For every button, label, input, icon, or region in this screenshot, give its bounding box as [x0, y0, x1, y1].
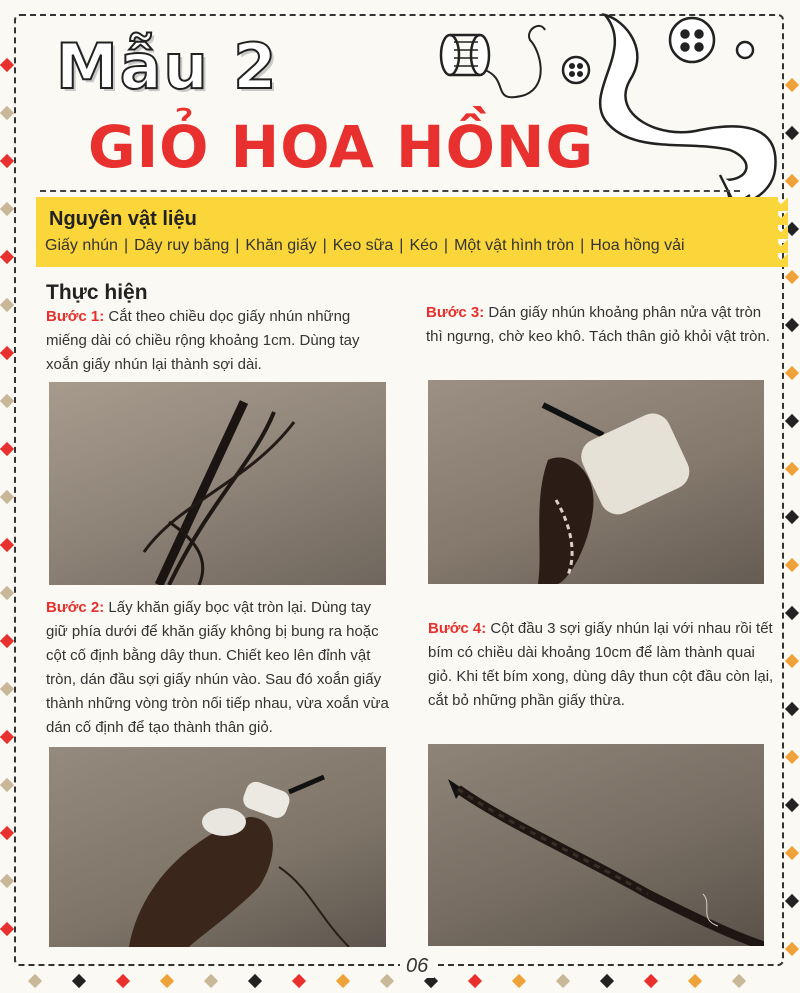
- material-item: Hoa hồng vải: [590, 237, 685, 254]
- diamond-decoration: [248, 974, 262, 988]
- diamond-decoration: [72, 974, 86, 988]
- page-title: Mẫu 2: [56, 30, 279, 103]
- material-item: Dây ruy băng: [134, 237, 230, 254]
- material-item: Khăn giấy: [245, 237, 317, 254]
- diamond-decoration: [0, 106, 14, 120]
- instructions-heading: Thực hiện: [46, 281, 148, 304]
- step-3-photo: [428, 380, 764, 584]
- step-label: Bước 2:: [46, 599, 105, 616]
- diamond-decoration: [512, 974, 526, 988]
- diamond-decoration: [0, 490, 14, 504]
- step-label: Bước 4:: [428, 620, 487, 637]
- diamond-decoration: [785, 414, 799, 428]
- step-3: [426, 301, 778, 349]
- diamond-decoration: [0, 826, 14, 840]
- step-text: Cột đầu 3 sợi giấy nhún lại với nhau rồi tết bím có chiều dài khoảng 10cm để làm thành quai giỏ. Khi tết bím xong, dùng dây thun cột đầu còn lại, cắt bỏ những phần giấy thừa.: [428, 620, 774, 709]
- step-4: [428, 617, 780, 713]
- diamond-decoration: [0, 346, 14, 360]
- button-icon: [563, 18, 753, 83]
- diamond-decoration: [0, 634, 14, 648]
- diamond-decoration: [732, 974, 746, 988]
- materials-list: Giấy nhún | Dây ruy băng | Khăn giấy | Keo sữa | Kéo | Một vật hình tròn | Hoa hồng vải: [45, 237, 685, 254]
- material-item: Kéo: [409, 237, 438, 254]
- diamond-decoration: [160, 974, 174, 988]
- step-text: Cắt theo chiều dọc giấy nhún những miếng dài có chiều rộng khoảng 1cm. Dùng tay xoắn giấy nhún lại thành sợi dài.: [46, 308, 360, 373]
- divider: [40, 190, 740, 192]
- diamond-decoration: [0, 250, 14, 264]
- step-4-photo: [428, 744, 764, 946]
- diamond-decoration: [600, 974, 614, 988]
- diamond-decoration: [785, 798, 799, 812]
- diamond-decoration: [785, 942, 799, 956]
- diamond-decoration: [0, 394, 14, 408]
- diamond-decoration: [0, 538, 14, 552]
- spool-icon: [441, 26, 545, 97]
- step-2: [46, 596, 396, 740]
- project-title: GIỎ HOA HỒNG: [88, 113, 595, 181]
- diamond-decoration: [785, 318, 799, 332]
- step-1-photo: [49, 382, 386, 585]
- step-label: Bước 3:: [426, 304, 485, 321]
- diamond-decoration: [0, 154, 14, 168]
- diamond-decoration: [28, 974, 42, 988]
- diamond-decoration: [0, 58, 14, 72]
- diamond-decoration: [785, 654, 799, 668]
- diamond-decoration: [0, 922, 14, 936]
- diamond-decoration: [0, 202, 14, 216]
- diamond-decoration: [785, 702, 799, 716]
- material-item: Một vật hình tròn: [454, 237, 575, 254]
- diamond-decoration: [556, 974, 570, 988]
- diamond-decoration: [0, 298, 14, 312]
- material-item: Giấy nhún: [45, 237, 118, 254]
- diamond-decoration: [785, 558, 799, 572]
- step-label: Bước 1:: [46, 308, 105, 325]
- diamond-decoration: [785, 510, 799, 524]
- diamond-decoration: [380, 974, 394, 988]
- materials-heading: Nguyên vật liệu: [49, 208, 197, 230]
- diamond-decoration: [785, 462, 799, 476]
- step-2-photo: [49, 747, 386, 947]
- diamond-decoration: [0, 730, 14, 744]
- diamond-decoration: [0, 442, 14, 456]
- diamond-decoration: [785, 750, 799, 764]
- diamond-decoration: [785, 606, 799, 620]
- diamond-decoration: [785, 270, 799, 284]
- diamond-decoration: [644, 974, 658, 988]
- page-number: 06: [400, 955, 434, 978]
- diamond-decoration: [688, 974, 702, 988]
- step-text: Lấy khăn giấy bọc vật tròn lại. Dùng tay giữ phía dưới để khăn giấy không bị bung ra hoặc cột cố định bằng dây thun. Chiết keo lên đỉnh vật tròn, dán đầu sợi giấy nhún vào. Sau đó xoắn giấy thành những vòng tròn nối tiếp nhau, vừa xoắn vừa dán cố định để tạo thành thân giỏ.: [46, 599, 389, 736]
- diamond-decoration: [204, 974, 218, 988]
- step-text: Dán giấy nhún khoảng phân nửa vật tròn thì ngưng, chờ keo khô. Tách thân giỏ khỏi vật tròn.: [426, 304, 770, 345]
- diamond-decoration: [336, 974, 350, 988]
- diamond-decoration: [785, 366, 799, 380]
- diamond-decoration: [292, 974, 306, 988]
- materials-box: [36, 197, 778, 267]
- diamond-decoration: [785, 894, 799, 908]
- diamond-decoration: [0, 682, 14, 696]
- diamond-decoration: [785, 846, 799, 860]
- diamond-decoration: [0, 586, 14, 600]
- diamond-decoration: [116, 974, 130, 988]
- diamond-decoration: [0, 874, 14, 888]
- diamond-decoration: [0, 778, 14, 792]
- step-1: [46, 305, 394, 377]
- material-item: Keo sữa: [332, 237, 394, 254]
- diamond-decoration: [468, 974, 482, 988]
